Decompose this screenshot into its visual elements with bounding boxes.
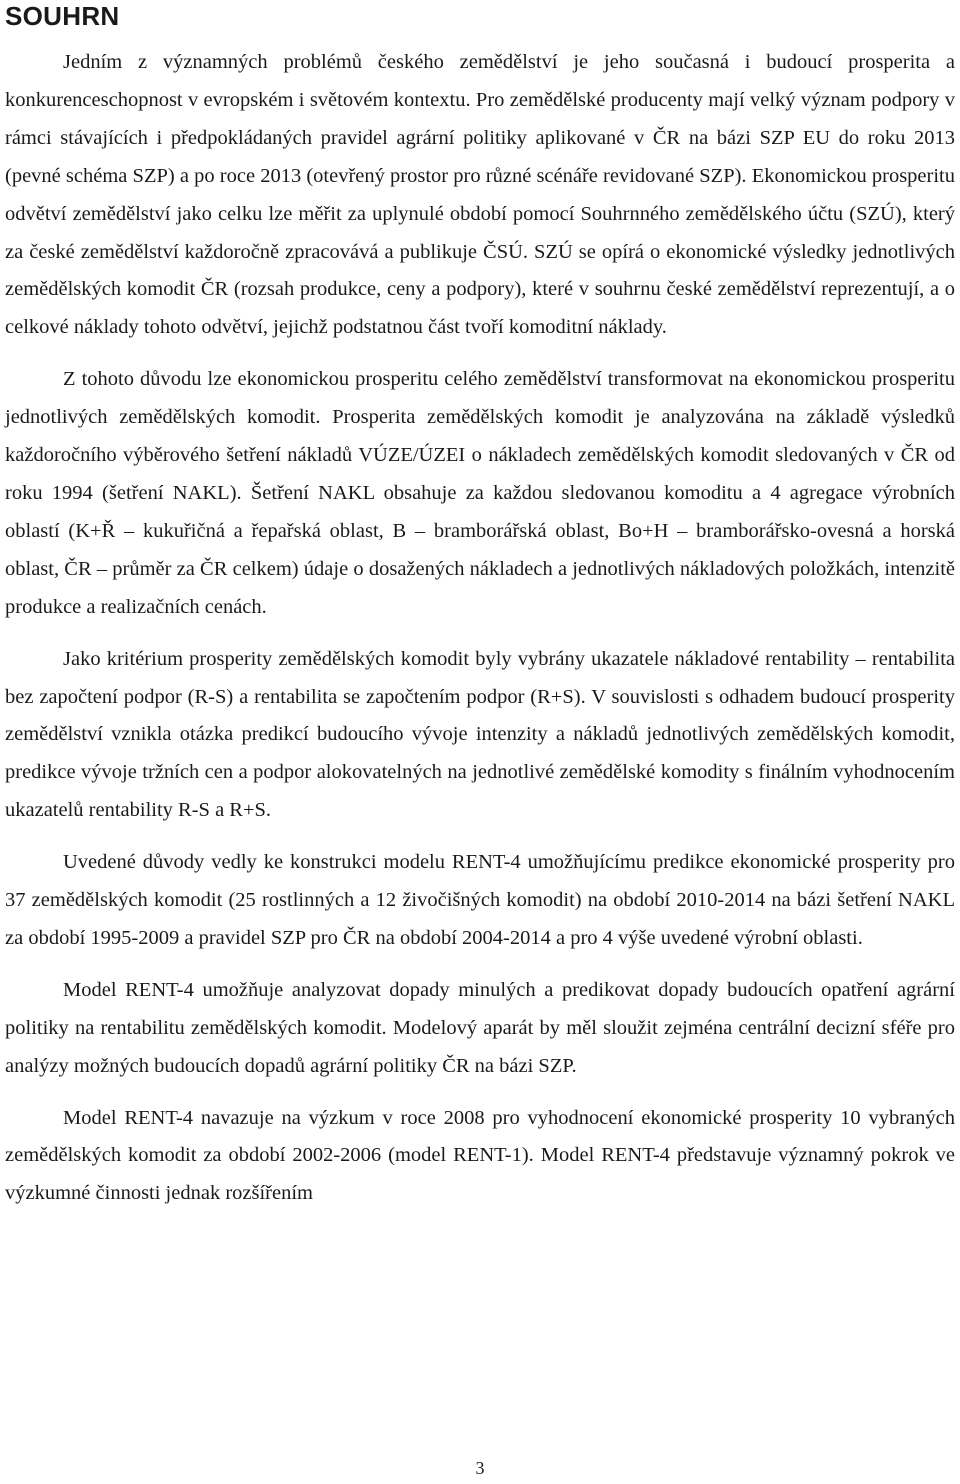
paragraph-1: Jedním z významných problémů českého zemědělství je jeho současná i budoucí prosperita a konkurenceschopnost v evropském i světovém kontextu. Pro zemědělské producenty mají velký význam podpory v rámci stávajících i předpokládaných pravidel agrární politiky aplikované v ČR na bázi SZP EU do roku 2013 (pevné schéma SZP) a po roce 2013 (otevřený prostor pro různé scénáře revidované SZP). Ekonomickou prosperitu odvětví zemědělství jako celku lze měřit za uplynulé období pomocí Souhrnného zemědělského účtu (SZÚ), který za české zemědělství každoročně zpracovává a publikuje ČSÚ. SZÚ se opírá o ekonomické výsledky jednotlivých zemědělských komodit ČR (rozsah produkce, ceny a podpory), které v souhrnu české zemědělství reprezentují, a o celkové náklady tohoto odvětví, jejichž podstatnou část tvoří komoditní náklady. <box>5 51 955 339</box>
paragraph-3: Jako kritérium prosperity zemědělských komodit byly vybrány ukazatele nákladové rentability – rentabilita bez započtení podpor (R-S) a rentabilita se započtením podpor (R+S). V souvislosti s odhadem budoucí prosperity zemědělství vznikla otázka predikcí budoucího vývoje intenzity a nákladů jednotlivých zemědělských komodit, predikce vývoje tržních cen a podpor alokovatelných na jednotlivé zemědělské komodity s finálním vyhodnocením ukazatelů rentability R-S a R+S. <box>5 647 955 822</box>
section-heading: SOUHRN <box>5 1 120 31</box>
paragraph-4: Uvedené důvody vedly ke konstrukci modelu RENT-4 umožňujícímu predikce ekonomické prosperity pro 37 zemědělských komodit (25 rostlinných a 12 živočišných komodit) na období 2010-2014 na bázi šetření NAKL za období 1995-2009 a pravidel SZP pro ČR na období 2004-2014 a pro 4 výše uvedené výrobní oblasti. <box>5 851 955 949</box>
page-number: 3 <box>475 1458 485 1478</box>
paragraph-2: Z tohoto důvodu lze ekonomickou prosperitu celého zemědělství transformovat na ekonomickou prosperitu jednotlivých zemědělských komodit. Prosperita zemědělských komodit je analyzována na základě výsledků každoročního výběrového šetření nákladů VÚZE/ÚZEI o nákladech zemědělských komodit sledovaných v ČR od roku 1994 (šetření NAKL). Šetření NAKL obsahuje za každou sledovanou komoditu a 4 agregace výrobních oblastí (K+Ř – kukuřičná a řepařská oblast, B – bramborářská oblast, Bo+H – bramborářsko-ovesná a horská oblast, ČR – průměr za ČR celkem) údaje o dosažených nákladech a jednotlivých nákladových položkách, intenzitě produkce a realizačních cenách. <box>5 368 955 618</box>
paragraph-5: Model RENT-4 umožňuje analyzovat dopady minulých a predikovat dopady budoucích opatření agrární politiky na rentabilitu zemědělských komodit. Modelový aparát by měl sloužit zejména centrální decizní sféře pro analýzy možných budoucích dopadů agrární politiky ČR na bázi SZP. <box>5 978 955 1077</box>
paragraph-6: Model RENT-4 navazuje na výzkum v roce 2008 pro vyhodnocení ekonomické prosperity 10 vybraných zemědělských komodit za období 2002-2006 (model RENT-1). Model RENT-4 představuje významný pokrok ve výzkumné činnosti jednak rozšířením <box>5 1106 955 1205</box>
